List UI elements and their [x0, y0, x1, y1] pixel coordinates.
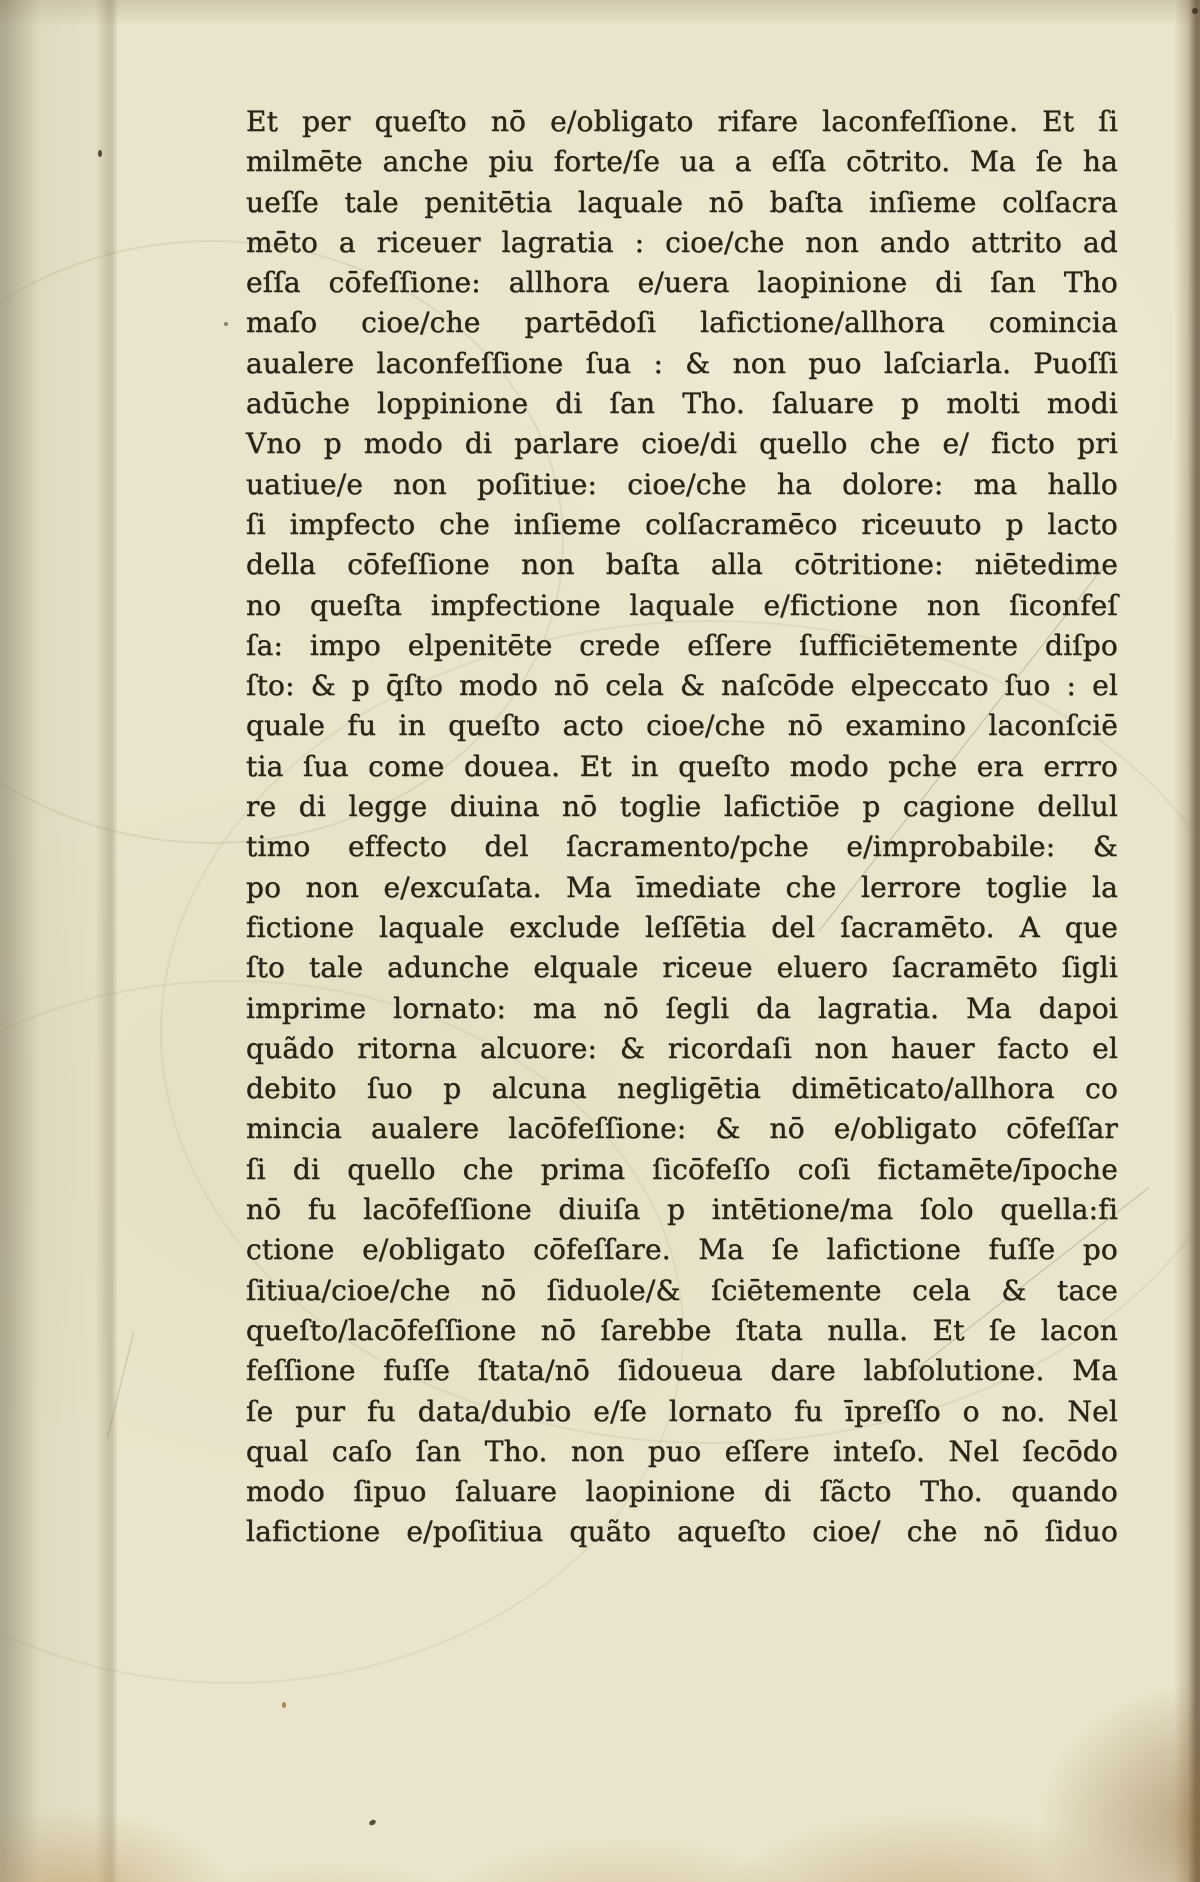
ink-speck	[98, 150, 102, 157]
text-line: timo effecto del ſacramento/pche e/improbabile: &	[246, 830, 1118, 864]
text-line: qual caſo ſan Tho. non puo eſſere inteſo. Nel ſecōdo	[246, 1434, 1118, 1468]
text-line: re di legge diuina nō toglie lafictiōe p cagione dellul	[246, 790, 1118, 824]
text-line: ſi di quello che prima ſicōfeſſo coſi fictamēte/īpoche	[246, 1152, 1118, 1186]
text-line: Et per queſto nō e/obligato rifare laconfeſſione. Et ſi	[246, 105, 1118, 138]
text-line: nō fu lacōfeſſione diuiſa p intētione/ma ſolo quella:fi	[246, 1193, 1118, 1227]
text-line: ſi impfecto che inſieme colſacramēco riceuuto p lacto	[246, 507, 1118, 541]
text-line: quale fu in queſto acto cioe/che nō examino laconſciē	[246, 709, 1118, 743]
ink-speck	[368, 1819, 377, 1827]
text-line: mincia aualere lacōfeſſione: & nō e/obligato cōfeſſar	[246, 1112, 1118, 1146]
text-line: aualere laconfeſſione ſua : & non puo laſciarla. Puoſſi	[246, 346, 1118, 380]
text-line: adūche loppinione di ſan Tho. ſaluare p molti modi	[246, 387, 1118, 421]
ink-speck	[1192, 8, 1198, 14]
page-text-block	[246, 102, 1118, 1553]
text-line: queſto/lacōfeſſione nō ſarebbe ſtata nulla. Et ſe lacon	[246, 1313, 1118, 1347]
text-line: tia ſua come douea. Et in queſto modo pche era errro	[246, 749, 1118, 783]
text-line: modo ſipuo ſaluare laopinione di ſãcto Tho. quando	[246, 1475, 1118, 1509]
text-line: ſitiua/cioe/che nō ſiduole/& ſciētemente cela & tace	[246, 1273, 1118, 1307]
text-line: imprime lornato: ma nō ſegli da lagratia. Ma dapoi	[246, 991, 1118, 1025]
ink-speck	[224, 322, 228, 326]
text-line: quãdo ritorna alcuore: & ricordaſi non hauer facto el	[246, 1031, 1118, 1065]
text-line: debito ſuo p alcuna negligētia dimēticato/allhora co	[246, 1072, 1118, 1106]
text-line: Vno p modo di parlare cioe/di quello che e/ ficto pri	[246, 427, 1118, 461]
text-line: eſſa cōfeſſione: allhora e/uera laopinione di ſan Tho	[246, 266, 1118, 300]
text-line: ctione e/obligato cōfeſſare. Ma ſe lafictione fuſſe po	[246, 1233, 1118, 1267]
text-line: po non e/excuſata. Ma īmediate che lerrore toglie la	[246, 870, 1118, 904]
text-line: ſe pur fu data/dubio e/ſe lornato fu īpreſſo o no. Nel	[246, 1394, 1118, 1428]
text-line: ſto tale adunche elquale riceue eluero ſacramēto ſigli	[246, 951, 1118, 985]
text-line: no queſta impfectione laquale e/fictione non ſiconfeſ	[246, 588, 1118, 622]
text-line: ueſſe tale penitētia laquale nō baſta inſieme colſacra	[246, 185, 1118, 219]
text-line: fictione laquale exclude leſſētia del ſacramēto. A que	[246, 910, 1118, 944]
text-line: milmēte anche piu forte/ſe ua a eſſa cōtrito. Ma ſe ha	[246, 145, 1118, 179]
text-line: feſſione fuſſe ſtata/nō ſidoueua dare labſolutione. Ma	[246, 1354, 1118, 1388]
text-line: maſo cioe/che partēdoſi lafictione/allhora comincia	[246, 306, 1118, 340]
text-line: uatiue/e non poſitiue: cioe/che ha dolore: ma hallo	[246, 467, 1118, 501]
text-line: ſa: impo elpenitēte crede eſſere ſufficiētemente diſpo	[246, 628, 1118, 662]
text-line: ſto: & p q̄ſto modo nō cela & naſcōde elpeccato ſuo : el	[246, 669, 1118, 703]
text-line: della cōfeſſione non baſta alla cōtritione: niētedime	[246, 548, 1118, 582]
ink-speck	[282, 1702, 286, 1708]
text-line: mēto a riceuer lagratia : cioe/che non ando attrito ad	[246, 225, 1118, 259]
text-line: lafictione e/poſitiua quãto aqueſto cioe/ che nō ſiduo	[246, 1515, 1118, 1549]
